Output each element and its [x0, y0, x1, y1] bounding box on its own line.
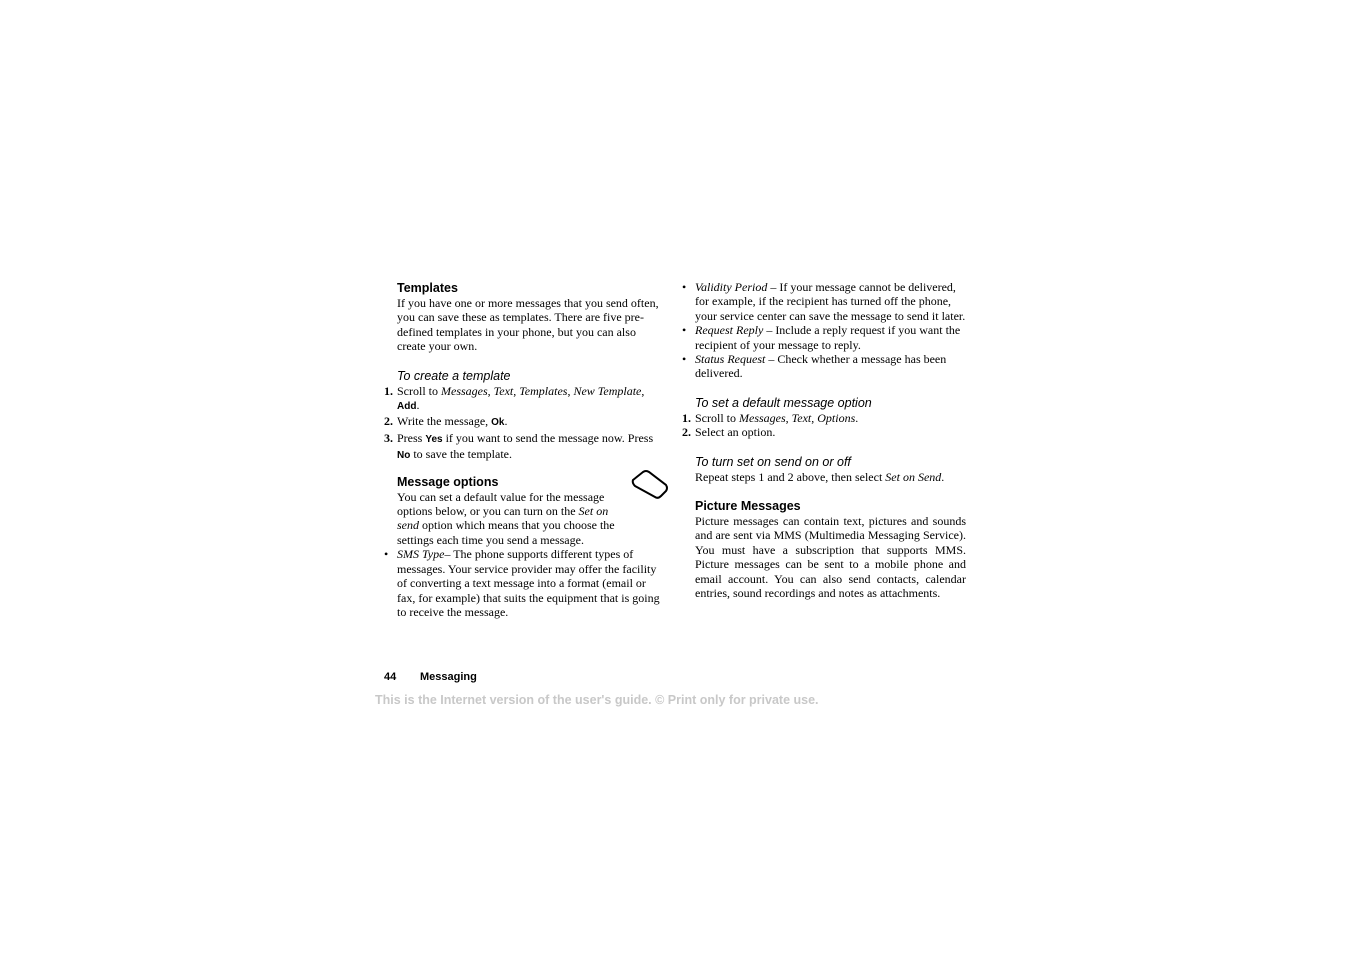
- right-column: [682, 280, 966, 601]
- templates-body: If you have one or more messages that you send often, you can save these as templates. There are five pre-defined templates in your phone, but you can also create your own.: [397, 296, 659, 354]
- left-column: [384, 280, 666, 619]
- request-reply-bullet: • Request Reply – Include a reply request if you want the recipient of your message to reply.: [682, 323, 961, 352]
- no-key-label: No: [397, 450, 411, 462]
- set-on-send-body: Repeat steps 1 and 2 above, then select Set on Send.: [695, 469, 945, 484]
- picture-messages-heading: Picture Messages: [695, 499, 801, 514]
- default-step-1: 1. Scroll to Messages, Text, Options.: [682, 410, 859, 425]
- validity-period-bullet: • Validity Period – If your message cannot be delivered, for example, if the recipient has turned off the phone, your service center can save the message to send it later.: [682, 280, 966, 323]
- watermark-notice: This is the Internet version of the user's guide. © Print only for private use.: [375, 693, 819, 707]
- create-step-3: 3. Press Yes if you want to send the message now. Press No to save the template.: [384, 430, 654, 462]
- default-step-2: 2. Select an option.: [682, 425, 776, 440]
- templates-heading: Templates: [397, 281, 458, 295]
- create-template-subheading: To create a template: [397, 368, 511, 383]
- page-number: 44: [384, 671, 397, 683]
- add-key-label: Add: [397, 401, 417, 413]
- create-step-2: 2. Write the message, Ok.: [384, 414, 508, 429]
- message-tip-icon: [630, 468, 670, 502]
- sms-type-bullet: • SMS Type– The phone supports different types of messages. Your service provider may offer the facility of converting a text message into a format (email or fax, for example) that suits the equipment that is going to receive the message.: [384, 547, 660, 619]
- message-options-heading: Message options: [397, 474, 499, 489]
- section-name: Messaging: [420, 671, 477, 683]
- default-option-subheading: To set a default message option: [695, 395, 872, 410]
- message-options-body: You can set a default value for the message options below, or you can turn on the Set on send option which means that you choose the settings each time you send a message.: [397, 489, 615, 547]
- set-on-send-subheading: To turn set on send on or off: [695, 454, 851, 469]
- picture-messages-body: Picture messages can contain text, pictures and sounds and are sent via MMS (Multimedia Messaging Service). You must have a subscription that supports MMS. Picture messages can be sent to a mobile phone and email account. You can also send contacts, calendar entries, sound recordings and notes as attachments.: [695, 514, 966, 601]
- yes-key-label: Yes: [425, 433, 443, 445]
- ok-key-label: Ok: [491, 417, 505, 429]
- create-step-1: 1. Scroll to Messages, Text, Templates, New Template, Add.: [384, 383, 645, 413]
- status-request-bullet: • Status Request – Check whether a message has been delivered.: [682, 352, 947, 381]
